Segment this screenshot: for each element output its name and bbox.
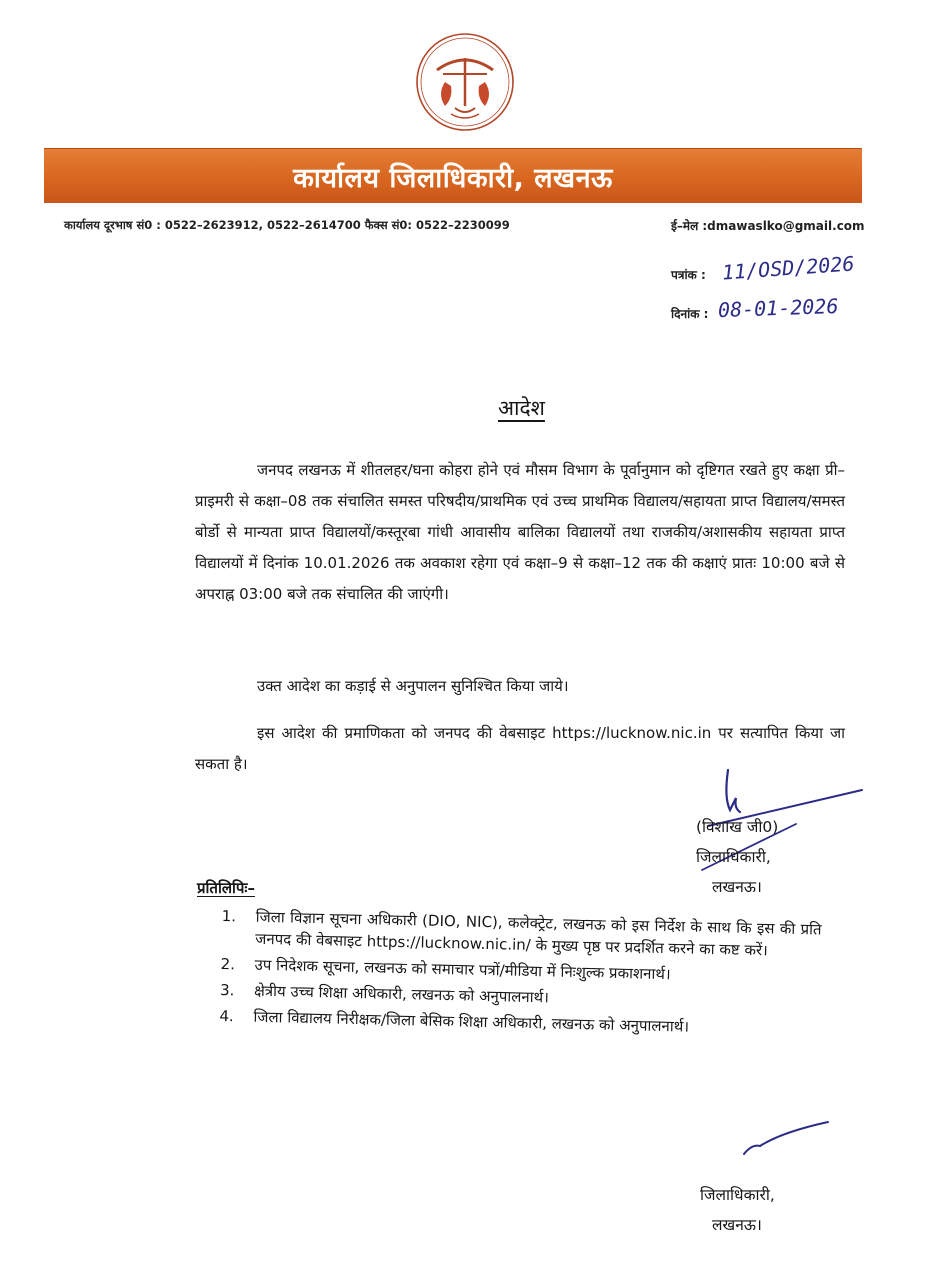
- signature-block-2: [700, 1180, 775, 1240]
- signatory-place: लखनऊ।: [712, 878, 762, 896]
- date-label: दिनांक :: [671, 307, 709, 321]
- office-title: कार्यालय जिलाधिकारी, लखनऊ: [293, 162, 613, 194]
- order-paragraph-2: उक्त आदेश का कड़ाई से अनुपालन सुनिश्चित किया जाये।: [257, 677, 569, 695]
- order-paragraph-1: जनपद लखनऊ में शीतलहर/घना कोहरा होने एवं मौसम विभाग के पूर्वानुमान को दृष्टिगत रखते हुए कक्षा प्री–प्राइमरी से कक्षा–08 तक संचालित समस्त परिषदीय/प्राथमिक एवं उच्च प्राथमिक विद्यालय/सहायता प्राप्त विद्यालय/समस्त बोर्डो से मान्यता प्राप्त विद्यालयों/कस्तूरबा गांधी आवासीय बालिका विद्यालयों तथा राजकीय/अशासकीय सहायता प्राप्त विद्यालयों में दिनांक 10.01.2026 तक अवकाश रहेगा एवं कक्षा–9 से कक्षा–12 तक की कक्षाएं प्रातः 10:00 बजे से अपराह्न 03:00 बजे तक संचालित की जाएंगी।: [195, 461, 845, 603]
- office-banner: [44, 148, 862, 203]
- signatory-place: लखनऊ।: [712, 1216, 762, 1234]
- ref-label: पत्रांक :: [671, 268, 706, 282]
- order-heading: आदेश: [498, 396, 545, 420]
- date-value: 08-01-2026: [717, 293, 839, 323]
- ref-number: 11/OSD/2026: [721, 251, 856, 285]
- signatory-name: (विशाख जी0): [696, 818, 779, 836]
- copy-item-number: 4.: [219, 1006, 234, 1026]
- order-paragraph-3: इस आदेश की प्रमाणिकता को जनपद की वेबसाइट https://lucknow.nic.in पर सत्यापित किया जा सकता है।: [195, 724, 845, 773]
- signature-block-1: [696, 812, 778, 902]
- copy-item-text: क्षेत्रीय उच्च शिक्षा अधिकारी, लखनऊ को अनुपालनार्थ।: [253, 981, 550, 1007]
- copy-to-label: प्रतिलिपिः–: [197, 879, 255, 897]
- copy-item-text: जिला विद्यालय निरीक्षक/जिला बेसिक शिक्षा अधिकारी, लखनऊ को अनुपालनार्थ।: [253, 1007, 690, 1036]
- contact-phones: कार्यालय दूरभाष सं0 : 0522–2623912, 0522–2614700 फैक्स सं0: 0522–2230099: [64, 218, 510, 232]
- signatory-designation: जिलाधिकारी,: [700, 1186, 775, 1204]
- contact-email: ई–मेल :dmawaslko@gmail.com: [671, 219, 865, 233]
- copy-item: [221, 905, 822, 963]
- up-government-emblem: [415, 32, 515, 132]
- copy-item-number: 1.: [221, 906, 237, 926]
- signature-mark-2: [742, 1118, 832, 1158]
- signatory-designation: जिलाधिकारी,: [696, 848, 771, 866]
- copy-to-list: [219, 905, 822, 1045]
- copy-item-number: 3.: [219, 980, 235, 1000]
- copy-item-text: उप निदेशक सूचना, लखनऊ को समाचार पत्रों/मीडिया में निःशुल्क प्रकाशनार्थ।: [254, 955, 671, 984]
- copy-item-text: जिला विज्ञान सूचना अधिकारी (DIO, NIC), कलेक्ट्रेट, लखनऊ को इस निर्देश के साथ कि इस की प्रति जनपद की वेबसाइट https://lucknow.nic.in/ के मुख्य पृष्ठ पर प्रदर्शित करने का कष्ट करें।: [255, 907, 822, 960]
- copy-item-number: 2.: [220, 954, 236, 974]
